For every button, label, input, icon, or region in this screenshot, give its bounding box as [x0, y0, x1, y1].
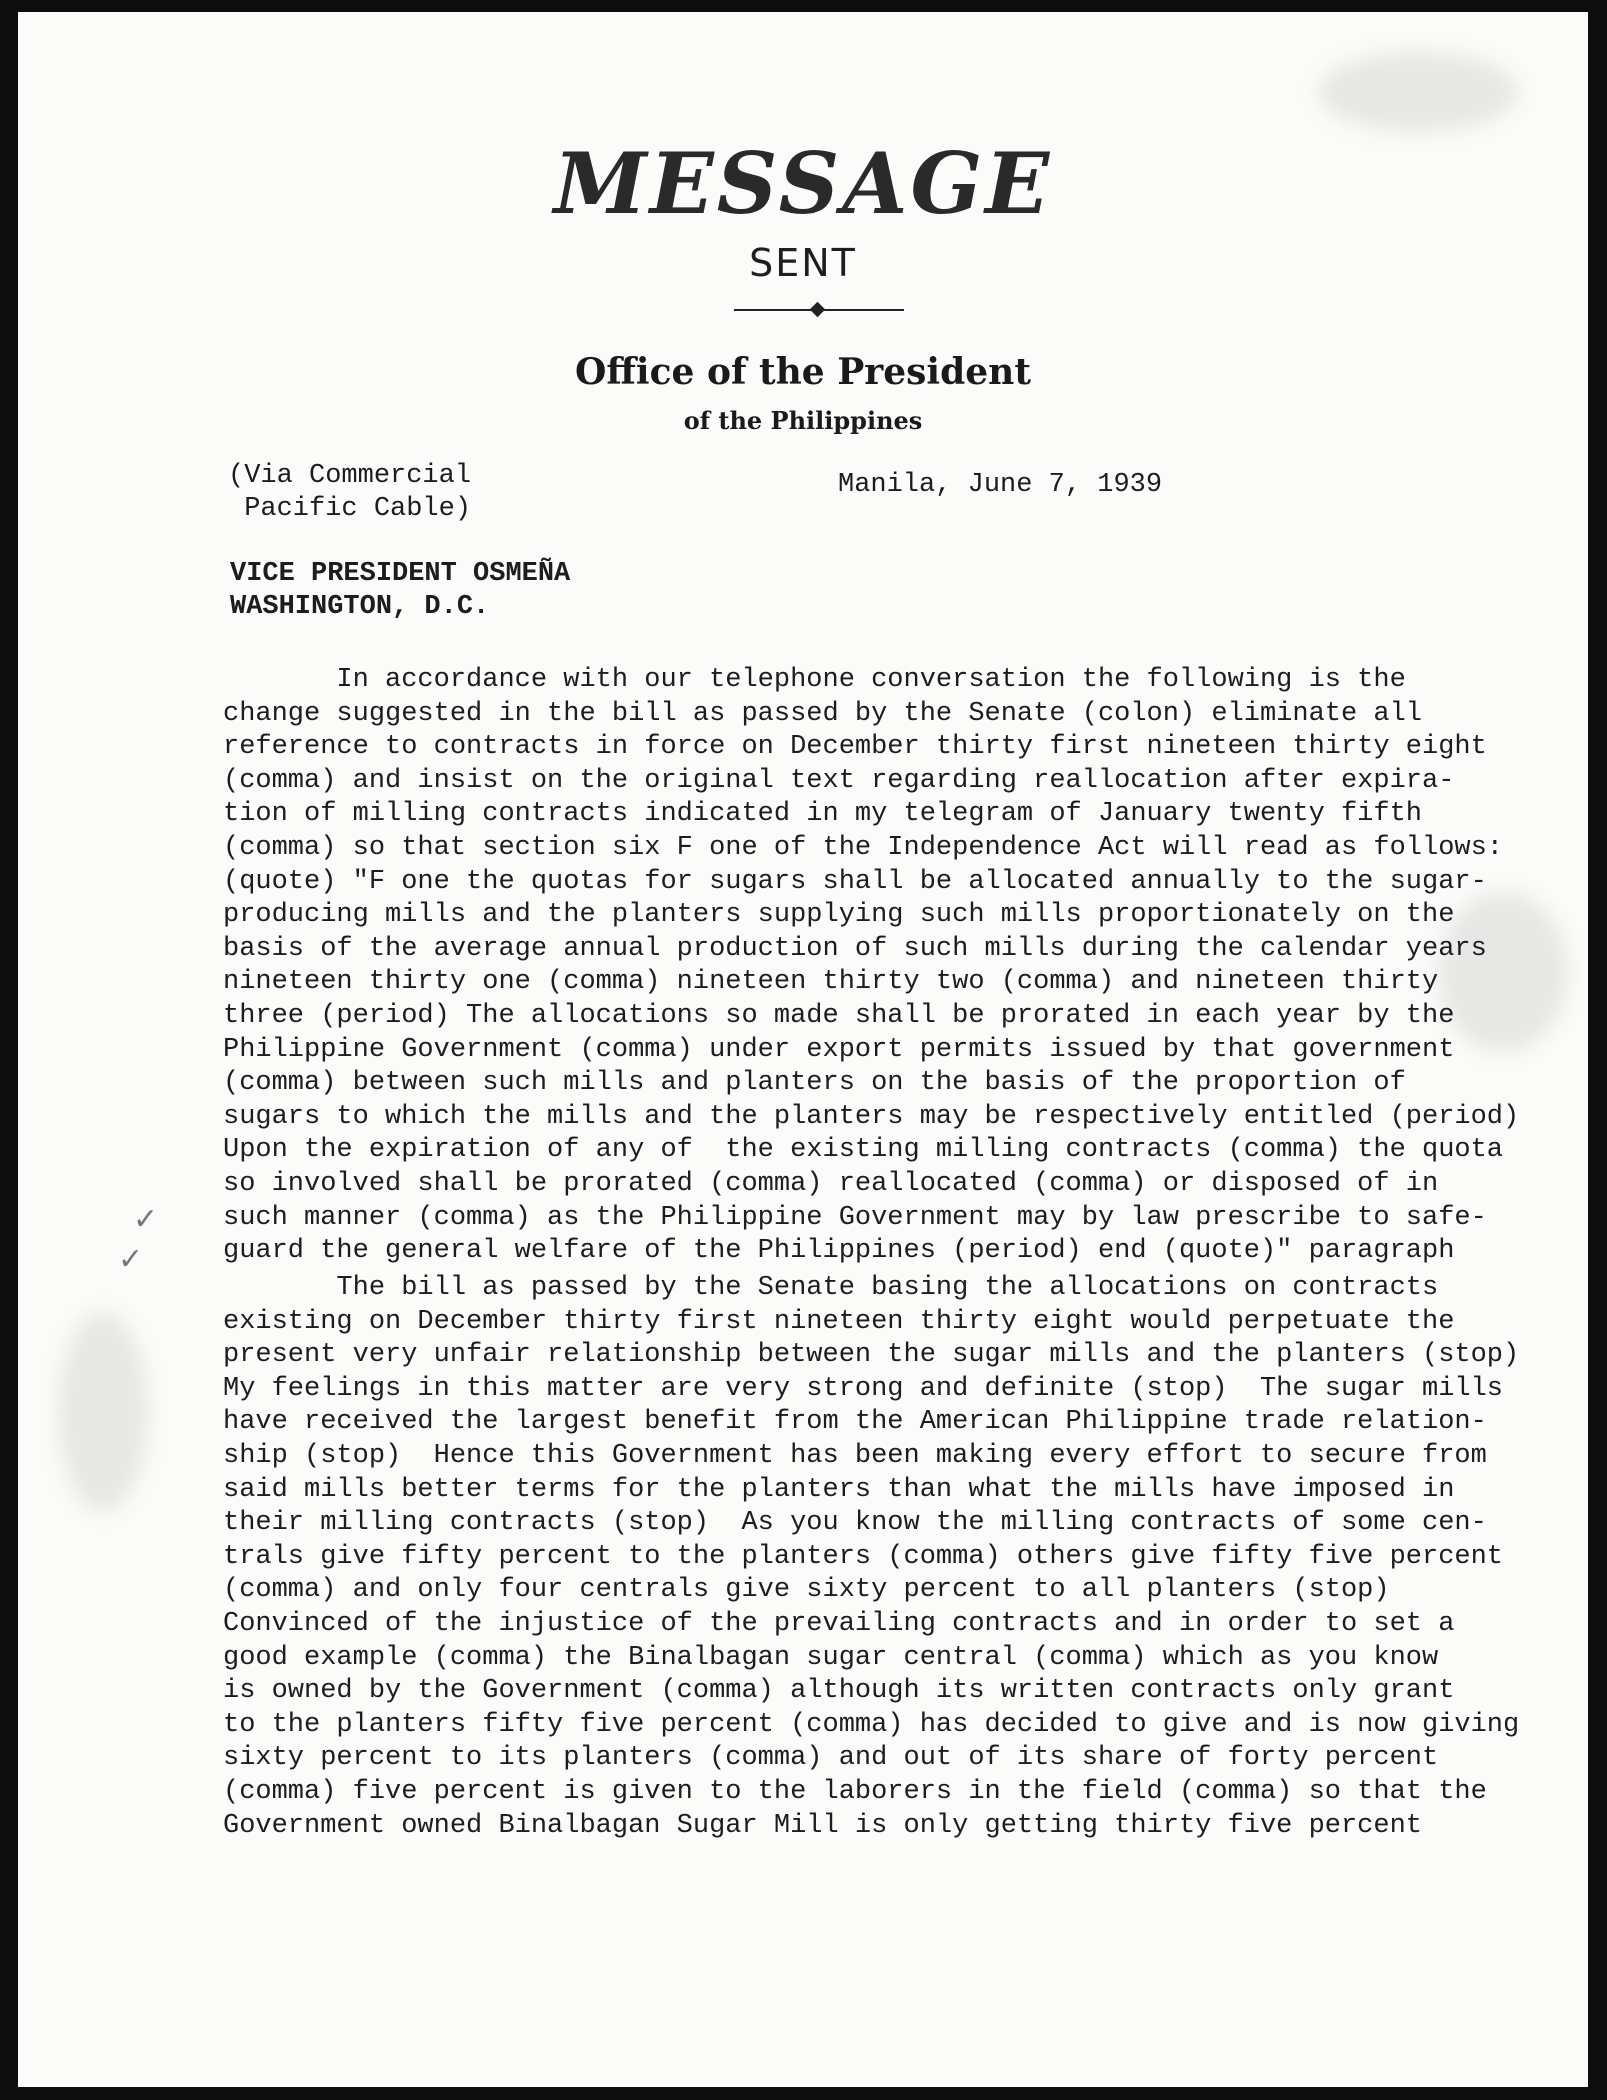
- text-line: producing mills and the planters supplying such mills proportionately on the: [223, 900, 1455, 931]
- text-line: is owned by the Government (comma) although its written contracts only grant: [223, 1676, 1455, 1707]
- text-line: ship (stop) Hence this Government has been making every effort to secure from: [223, 1440, 1487, 1471]
- text-line: existing on December thirty first nineteen thirty eight would perpetuate the: [223, 1306, 1455, 1337]
- text-line: so involved shall be prorated (comma) reallocated (comma) or disposed of in: [223, 1168, 1439, 1199]
- text-line: (comma) and only four centrals give sixty percent to all planters (stop): [223, 1575, 1390, 1606]
- scan-smudge: [58, 1312, 148, 1512]
- text-line: guard the general welfare of the Philippines (period) end (quote)" paragraph: [223, 1236, 1455, 1267]
- document-page: [18, 12, 1588, 2087]
- text-line: such manner (comma) as the Philippine Government may by law prescribe to safe-: [223, 1202, 1487, 1233]
- body-paragraph-1: [223, 664, 1519, 1269]
- text-line: Government owned Binalbagan Sugar Mill is only getting thirty five percent: [223, 1810, 1422, 1841]
- text-line: have received the largest benefit from the American Philippine trade relation-: [223, 1407, 1487, 1438]
- text-line: Philippine Government (comma) under export permits issued by that government: [223, 1034, 1455, 1065]
- office-title: Office of the President: [575, 351, 1031, 393]
- text-line: (quote) "F one the quotas for sugars shall be allocated annually to the sugar-: [223, 866, 1487, 897]
- dateline: Manila, June 7, 1939: [838, 470, 1163, 500]
- via-line: Pacific Cable): [228, 494, 472, 524]
- text-line: (comma) so that section six F one of the Independence Act will read as follows:: [223, 832, 1504, 863]
- via-note: [228, 460, 471, 526]
- text-line: good example (comma) the Binalbagan sugar central (comma) which as you know: [223, 1642, 1439, 1673]
- addressee: [230, 558, 570, 624]
- text-line: tion of milling contracts indicated in my telegram of January twenty fifth: [223, 799, 1422, 830]
- scan-smudge: [1318, 52, 1518, 132]
- body-paragraph-2: [223, 1272, 1519, 1843]
- text-line: (comma) and insist on the original text regarding reallocation after expira-: [223, 765, 1455, 796]
- text-line: three (period) The allocations so made shall be prorated in each year by the: [223, 1000, 1455, 1031]
- checkmark-icon: ✓: [118, 1242, 144, 1277]
- via-line: (Via Commercial: [228, 461, 472, 491]
- text-line: (comma) five percent is given to the laborers in the field (comma) so that the: [223, 1776, 1487, 1807]
- message-title: MESSAGE: [553, 134, 1053, 233]
- ornament-diamond: [810, 302, 826, 318]
- text-line: The bill as passed by the Senate basing the allocations on contracts: [223, 1273, 1439, 1303]
- text-line: said mills better terms for the planters than what the mills have imposed in: [223, 1474, 1455, 1505]
- text-line: change suggested in the bill as passed by the Senate (colon) eliminate all: [223, 698, 1422, 729]
- text-line: to the planters fifty five percent (comma) has decided to give and is now giving: [223, 1709, 1520, 1740]
- text-line: reference to contracts in force on December thirty first nineteen thirty eight: [223, 732, 1487, 763]
- addressee-name: VICE PRESIDENT OSMEÑA: [230, 559, 571, 589]
- text-line: present very unfair relationship between the sugar mills and the planters (stop): [223, 1340, 1520, 1371]
- text-line: sugars to which the mills and the planters may be respectively entitled (period): [223, 1101, 1520, 1132]
- text-line: (comma) between such mills and planters on the basis of the proportion of: [223, 1068, 1406, 1099]
- message-subtitle: SENT: [749, 241, 857, 285]
- office-subtitle: of the Philippines: [683, 406, 923, 435]
- text-line: My feelings in this matter are very strong and definite (stop) The sugar mills: [223, 1373, 1504, 1404]
- text-line: Convinced of the injustice of the prevailing contracts and in order to set a: [223, 1608, 1455, 1639]
- text-line: sixty percent to its planters (comma) and out of its share of forty percent: [223, 1743, 1439, 1774]
- text-line: In accordance with our telephone conversation the following is the: [223, 665, 1406, 695]
- checkmark-icon: ✓: [133, 1202, 159, 1237]
- addressee-location: WASHINGTON, D.C.: [230, 592, 490, 622]
- text-line: trals give fifty percent to the planters (comma) others give fifty five percent: [223, 1541, 1504, 1572]
- text-line: basis of the average annual production of such mills during the calendar years: [223, 933, 1487, 964]
- text-line: their milling contracts (stop) As you know the milling contracts of some cen-: [223, 1508, 1487, 1539]
- text-line: Upon the expiration of any of the existing milling contracts (comma) the quota: [223, 1135, 1504, 1166]
- text-line: nineteen thirty one (comma) nineteen thirty two (comma) and nineteen thirty: [223, 967, 1439, 998]
